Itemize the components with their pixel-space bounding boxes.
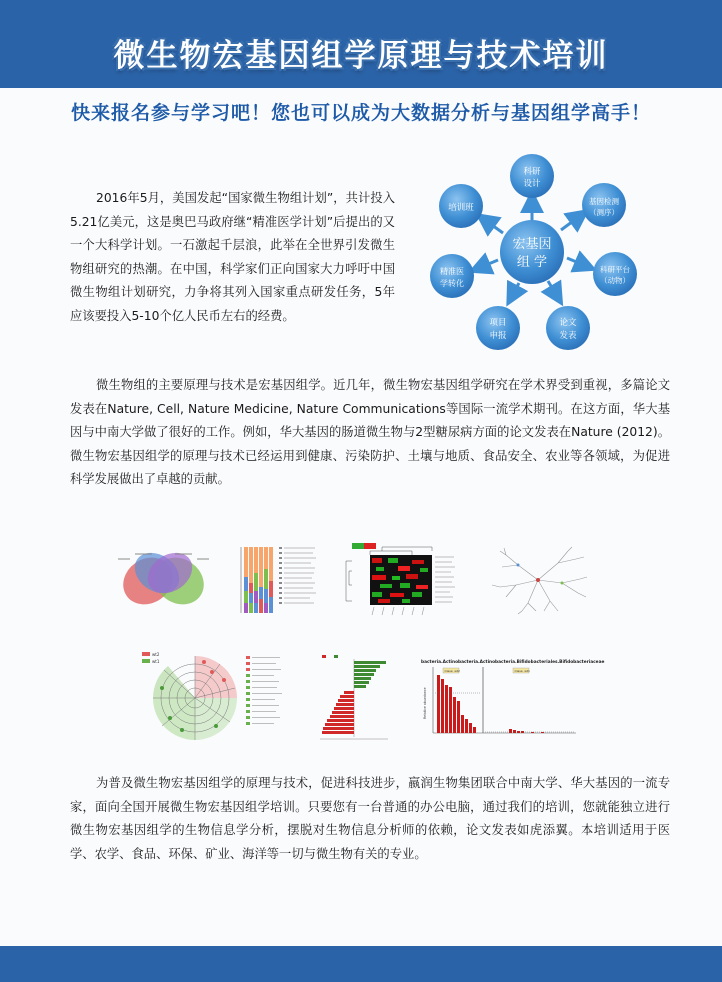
phylogenetic-tree-figure — [488, 545, 590, 615]
svg-text:培训班: 培训班 — [448, 203, 474, 213]
bubble-center-line2: 组 学 — [516, 255, 548, 270]
svg-text:基因检测: 基因检测 — [589, 197, 619, 206]
page-title: 微生物宏基因组学原理与技术培训 — [113, 38, 609, 74]
relative-abundance-figure — [421, 657, 605, 739]
heatmap-figure — [342, 541, 459, 623]
bubble-research-design — [510, 154, 554, 198]
svg-text:科研: 科研 — [523, 167, 541, 177]
svg-text:精准医: 精准医 — [440, 267, 464, 276]
bubble-research-platform — [593, 252, 637, 296]
bubble-center-line1: 宏基因 — [512, 237, 552, 252]
abundance-tag-wt2: Class: wt2 — [444, 668, 460, 673]
stacked-bar-figure — [235, 543, 320, 620]
abundance-chart-title: bacteria.Actinobacteria.Actinobacteria.Bifidobacteriales.Bifidobacteriaceae — [421, 660, 605, 665]
slogan: 快来报名参与学习吧！您也可以成为大数据分析与基因组学高手！ — [70, 102, 651, 124]
cladogram-legend-wt1: wt1 — [152, 659, 160, 664]
bubble-training-class — [439, 184, 483, 228]
cladogram-legend-wt2: wt2 — [152, 652, 160, 657]
abundance-tag-wt1: Class: wt1 — [514, 668, 530, 673]
svg-text:（测序）: （测序） — [589, 208, 619, 217]
service-diagram — [418, 148, 658, 358]
svg-text:科研平台: 科研平台 — [600, 265, 630, 274]
footer-bar — [0, 946, 722, 982]
svg-text:项目: 项目 — [489, 318, 507, 328]
title-banner — [0, 0, 722, 88]
venn-diagram-figure — [112, 545, 215, 617]
svg-text:论文: 论文 — [559, 318, 577, 328]
cladogram-figure — [140, 648, 305, 750]
svg-text:申报: 申报 — [489, 331, 507, 341]
bubble-paper-publication — [546, 306, 590, 350]
bubble-center — [500, 220, 564, 284]
bubble-gene-testing — [582, 183, 626, 227]
svg-text:设计: 设计 — [523, 179, 541, 189]
bubble-project-application — [476, 306, 520, 350]
svg-text:学转化: 学转化 — [440, 279, 464, 288]
abundance-chart-ylabel: Relative abundance — [423, 687, 427, 719]
training-paragraph: 为普及微生物宏基因组学的原理与技术，促进科技进步，嬴润生物集团联合中南大学、华大基因的一流专家，面向全国开展微生物宏基因组学培训。只要您有一台普通的办公电脑，通过我们的培训，您就能独立进行微生物宏基因组学的生物信息学分析，摆脱对生物信息分析师的依赖，论文发表如虎添翼。本培训适用于医学、农学、食品、环保、矿业、海洋等一切与微生物有关的专业。 — [70, 776, 670, 861]
svg-text:（动物）: （动物） — [600, 276, 630, 285]
svg-text:发表: 发表 — [559, 331, 577, 341]
lda-score-figure — [314, 653, 394, 745]
bubble-precision-medicine — [430, 254, 474, 298]
intro-paragraph: 2016年5月，美国发起“国家微生物组计划”，共计投入5.21亿美元，这是奥巴马政府继“精准医学计划”后提出的又一个大科学计划。一石激起千层浪，此举在全世界引发微生物组研究的热潮。在中国，科学家们正向国家大力呼吁中国微生物组计划研究，力争将其列入国家重点研发任务，5年应该要投入5-10个亿人民币左右的经费。 — [70, 191, 395, 323]
principle-paragraph: 微生物组的主要原理与技术是宏基因组学。近几年，微生物宏基因组学研究在学术界受到重视，多篇论文发表在Nature, Cell, Nature Medicine, Nature Communications等国际一流学术期刊。在这方面，华大基因与中南大学做了很好的工作。例如，华大基因的肠道微生物与2型糖尿病方面的论文发表在Nature (2012)。微生物宏基因组学的原理与技术已经运用到健康、污染防护、土壤与地质、食品安全、农业等各领域，为促进科学发展做出了卓越的贡献。 — [70, 378, 670, 486]
